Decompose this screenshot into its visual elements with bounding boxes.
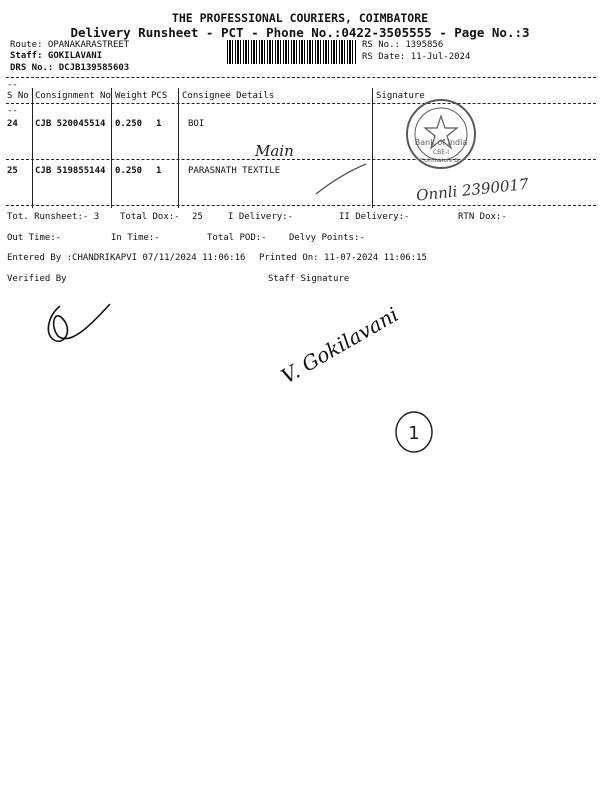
total-dox-value: 25 bbox=[192, 212, 203, 222]
stamp-text: Coimbatore Br. bbox=[420, 158, 462, 164]
total-pod-label: Total POD:- bbox=[207, 233, 267, 243]
column-header-sno: S No bbox=[7, 91, 29, 101]
column-header-consignment: Consignment No bbox=[35, 91, 111, 101]
column-divider bbox=[32, 88, 33, 208]
svg-text:Main: Main bbox=[255, 142, 294, 160]
stamp-text: CBE-I bbox=[432, 149, 450, 156]
handwritten-note bbox=[250, 138, 310, 164]
out-time-label: Out Time:- bbox=[7, 233, 62, 243]
dash-marker: -- bbox=[7, 80, 18, 90]
column-divider bbox=[111, 88, 112, 208]
divider bbox=[6, 103, 596, 104]
row-consignment: CJB 519855144 bbox=[35, 166, 106, 176]
rtn-dox-label: RTN Dox:- bbox=[458, 212, 507, 222]
svg-text:Onnli 2390017: Onnli 2390017 bbox=[415, 174, 530, 205]
barcode bbox=[227, 40, 357, 64]
row-pcs: 1 bbox=[156, 166, 162, 176]
row-consignment: CJB 520045514 bbox=[35, 119, 106, 129]
row-consignee: BOI bbox=[188, 119, 205, 129]
bank-stamp bbox=[405, 98, 477, 170]
circled-number bbox=[392, 408, 436, 456]
row-weight: 0.250 bbox=[115, 119, 143, 129]
row-weight: 0.250 bbox=[115, 166, 143, 176]
svg-text:V. Gokilavani: V. Gokilavani bbox=[277, 302, 403, 389]
column-header-signature: Signature bbox=[376, 91, 425, 101]
row-consignee: PARASNATH TEXTILE bbox=[188, 166, 281, 176]
stamp-text: Bank of India bbox=[414, 138, 468, 147]
column-header-weight: Weight bbox=[115, 91, 148, 101]
row-pcs: 1 bbox=[156, 119, 162, 129]
total-runsheet: Tot. Runsheet:- 3 bbox=[7, 212, 100, 222]
staff-label: Staff: GOKILAVANI bbox=[10, 51, 103, 61]
staff-signature-label: Staff Signature bbox=[268, 274, 350, 284]
column-divider bbox=[372, 88, 373, 208]
rs-number: RS No.: 1395856 bbox=[362, 40, 444, 50]
delvy-points-label: Delvy Points:- bbox=[289, 233, 365, 243]
verified-by-label: Verified By bbox=[7, 274, 67, 284]
staff-signature bbox=[268, 284, 418, 389]
rs-date: RS Date: 11-Jul-2024 bbox=[362, 52, 471, 62]
drs-number: DRS No.: DCJB139585603 bbox=[10, 63, 130, 73]
row-sno: 24 bbox=[7, 119, 18, 129]
svg-text:1: 1 bbox=[408, 423, 420, 444]
total-dox-label: Total Dox:- bbox=[120, 212, 180, 222]
i-delivery-label: I Delivery:- bbox=[228, 212, 294, 222]
row-sno: 25 bbox=[7, 166, 18, 176]
verifier-signature bbox=[40, 296, 120, 352]
divider bbox=[6, 205, 596, 206]
route-label: Route: OPANAKARASTREET bbox=[10, 40, 130, 50]
divider bbox=[6, 77, 596, 78]
ii-delivery-label: II Delivery:- bbox=[339, 212, 410, 222]
runsheet-title: Delivery Runsheet - PCT - Phone No.:0422-3505555 - Page No.:3 bbox=[70, 25, 530, 40]
in-time-label: In Time:- bbox=[111, 233, 160, 243]
handwritten-note bbox=[410, 170, 560, 204]
company-name: THE PROFESSIONAL COURIERS, COIMBATORE bbox=[171, 11, 429, 25]
column-divider bbox=[178, 88, 179, 208]
tick-mark-icon bbox=[312, 160, 372, 200]
column-header-consignee: Consignee Details bbox=[182, 91, 275, 101]
dash-marker: -- bbox=[7, 106, 18, 116]
column-header-pcs: PCS bbox=[151, 91, 168, 101]
entered-by: Entered By :CHANDRIKAPVI 07/11/2024 11:06:16 bbox=[7, 253, 246, 263]
printed-on: Printed On: 11-07-2024 11:06:15 bbox=[259, 253, 427, 263]
